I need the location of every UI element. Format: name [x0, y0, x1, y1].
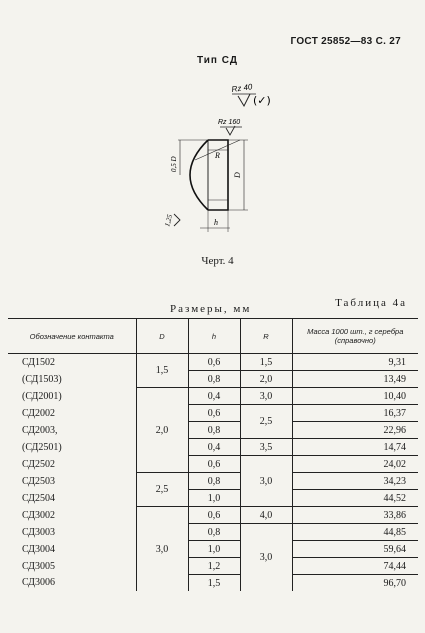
- dim-125: 1,25: [163, 213, 175, 228]
- cell-h: 0,6: [188, 354, 240, 371]
- header-mass: Масса 1000 шт., г серебра (справочно): [292, 319, 418, 354]
- cell-D: 2,5: [136, 473, 188, 507]
- header-R: R: [240, 319, 292, 354]
- cell-h: 0,8: [188, 473, 240, 490]
- contact-dome: [190, 140, 208, 210]
- cell-name: (СД1503): [22, 373, 62, 385]
- cell-mass: 44,85: [292, 524, 418, 541]
- cell-name: СД3004: [22, 543, 55, 555]
- type-title: Тип СД: [197, 55, 238, 66]
- cell-name: СД2002: [22, 407, 55, 419]
- table-row: [8, 507, 418, 524]
- cell-h: 0,8: [188, 371, 240, 388]
- cell-mass: 13,49: [292, 371, 418, 388]
- cell-R: 3,0: [240, 524, 292, 592]
- cell-mass: 44,52: [292, 490, 418, 507]
- cell-h: 1,0: [188, 541, 240, 558]
- figure-caption: Черт. 4: [201, 255, 234, 267]
- cell-name: СД2503: [22, 475, 55, 487]
- cell-name: СД2504: [22, 492, 55, 504]
- cell-name: СД2003,: [22, 424, 58, 436]
- table-row: [8, 405, 418, 422]
- header-designation: Обозначение контакта: [8, 319, 136, 354]
- dim-R: R: [215, 151, 220, 160]
- cell-D: 2,0: [136, 388, 188, 473]
- cell-name: (СД2501): [22, 441, 62, 453]
- cell-h: 0,4: [188, 388, 240, 405]
- cell-h: 1,5: [188, 575, 240, 592]
- table-row: [8, 439, 418, 456]
- page-header: ГОСТ 25852—83 С. 27: [290, 36, 401, 47]
- table-row: [8, 524, 418, 541]
- check-symbol: (✓): [253, 94, 271, 107]
- table-row: [8, 575, 418, 592]
- cell-h: 0,6: [188, 405, 240, 422]
- cell-h: 0,4: [188, 439, 240, 456]
- cell-mass: 14,74: [292, 439, 418, 456]
- dimensions-table: [8, 318, 418, 591]
- cell-D: 1,5: [136, 354, 188, 388]
- cell-R: 3,0: [240, 456, 292, 507]
- cell-h: 0,6: [188, 507, 240, 524]
- cell-mass: 9,31: [292, 354, 418, 371]
- cell-mass: 22,96: [292, 422, 418, 439]
- dim-h: h: [214, 218, 218, 227]
- table-row: [8, 388, 418, 405]
- cell-mass: 59,64: [292, 541, 418, 558]
- cell-h: 0,6: [188, 456, 240, 473]
- dim-half-D: 0,5 D: [170, 156, 178, 172]
- cell-mass: 96,70: [292, 575, 418, 592]
- table-row: [8, 558, 418, 575]
- roughness-side-label: Rz 160: [218, 119, 241, 126]
- table-row: [8, 473, 418, 490]
- cell-h: 0,8: [188, 422, 240, 439]
- cell-mass: 33,86: [292, 507, 418, 524]
- cell-mass: 34,23: [292, 473, 418, 490]
- roughness-top-label: Rz 40: [231, 82, 253, 94]
- cell-name: СД2502: [22, 458, 55, 470]
- cell-mass: 10,40: [292, 388, 418, 405]
- table-row: [8, 354, 418, 371]
- cell-R: 3,0: [240, 388, 292, 405]
- cell-R: 2,5: [240, 405, 292, 439]
- cell-name: (СД2001): [22, 390, 62, 402]
- cell-name: СД3005: [22, 560, 55, 572]
- table-row: [8, 456, 418, 473]
- cell-mass: 74,44: [292, 558, 418, 575]
- cell-D: 3,0: [136, 507, 188, 592]
- cell-h: 1,0: [188, 490, 240, 507]
- cell-h: 0,8: [188, 524, 240, 541]
- cell-R: 2,0: [240, 371, 292, 388]
- cell-R: 4,0: [240, 507, 292, 524]
- table-row: [8, 541, 418, 558]
- cell-name: СД3003: [22, 526, 55, 538]
- table-row: [8, 422, 418, 439]
- cell-R: 1,5: [240, 354, 292, 371]
- cell-R: 3,5: [240, 439, 292, 456]
- cell-name: СД1502: [22, 356, 55, 368]
- cell-name: СД3006: [22, 577, 55, 589]
- contact-drawing: [140, 80, 280, 240]
- dim-D: D: [233, 172, 242, 178]
- sizes-label: Размеры, мм: [170, 303, 252, 315]
- roughness-top-symbol: [238, 94, 250, 106]
- cell-name: СД3002: [22, 509, 55, 521]
- table-row: [8, 490, 418, 507]
- header-h: h: [188, 319, 240, 354]
- cell-h: 1,2: [188, 558, 240, 575]
- cell-mass: 16,37: [292, 405, 418, 422]
- cell-mass: 24,02: [292, 456, 418, 473]
- table-row: [8, 371, 418, 388]
- table-label: Таблица 4а: [335, 297, 407, 309]
- header-D: D: [136, 319, 188, 354]
